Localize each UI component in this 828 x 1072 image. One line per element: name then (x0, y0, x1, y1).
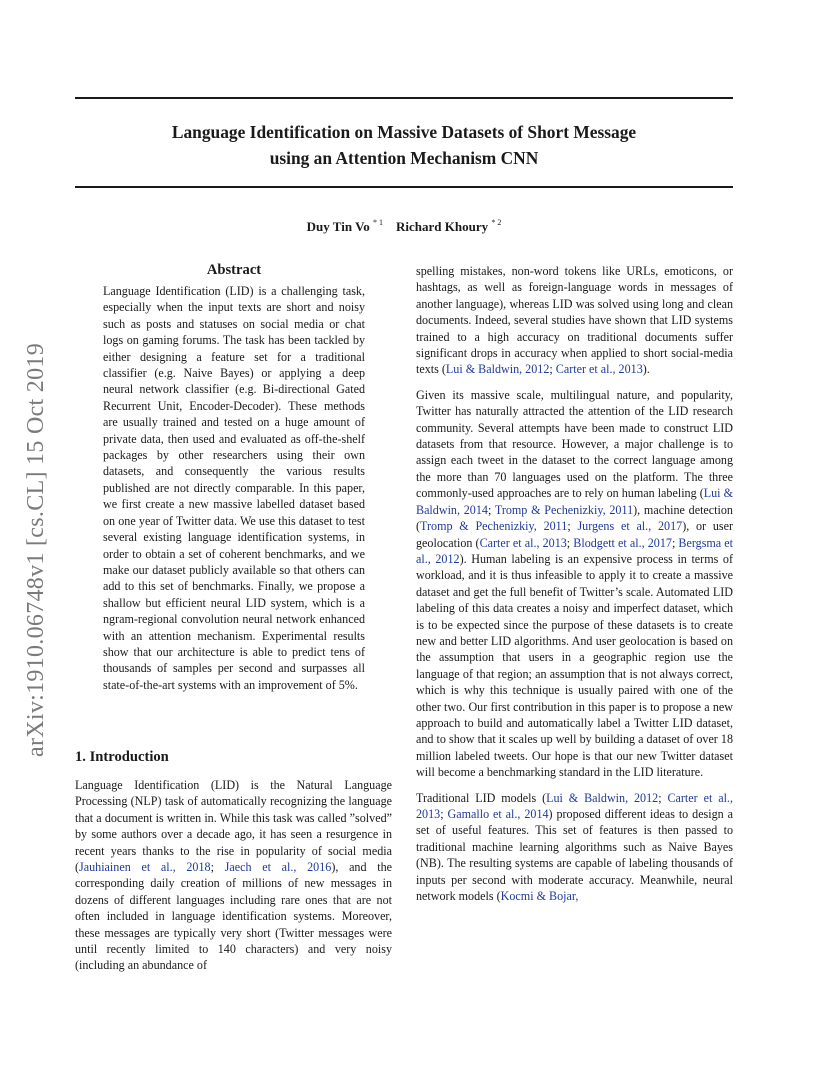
title-line-2: using an Attention Mechanism CNN (269, 148, 539, 168)
affiliation-mark: * 2 (491, 218, 502, 227)
title-top-rule (75, 97, 733, 99)
body-paragraph: Language Identification (LID) is the Natural Language Processing (NLP) task of automatically recognizing the language that a document is written in. While this task was called ”solved” by some authors over a decade ago, it has seen a resurgence in recent years thanks to the rise in popularity of social media (Jauhiainen et al., 2018; Jaech et al., 2016), and the corresponding daily creation of millions of new messages in dozens of different languages including rare ones that are not often included in language identification systems. Moreover, these messages are typically very short (Twitter messages were until recently limited to 140 characters) and very noisy (including an abundance of (75, 778, 393, 973)
abstract-paragraph: Language Identification (LID) is a challenging task, especially when the input texts are short and noisy such as posts and statuses on social media or chat logs on gaming forums. The task has been tackled by either designing a feature set for a traditional classifier (e.g. Naive Bayes) or applying a deep neural network classifier (e.g. Bi-directional Gated Recurrent Unit, Encoder-Decoder). These methods are usually trained and tested on a huge amount of private data, then used and evaluated as off-the-shelf packages by other researchers using their own datasets, and consequently the various results published are not directly comparable. In this paper, we first create a new massive labelled dataset based on one year of Twitter data. We use this dataset to test several existing language identification systems, in order to obtain a set of coherent benchmarks, and we make our dataset publicly available so that others can add to this set of benchmarks. Finally, we propose a shallow but efficient neural LID system, which is a ngram-regional convolution neural network enhanced with an attention mechanism. Experimental results show that our architecture is able to predict tens of thousands of samples per second and surpasses all state-of-the-art systems with an improvement of 5%. (103, 284, 365, 692)
citation-link[interactable]: Lui & Baldwin, 2012 (445, 362, 550, 377)
citation-link[interactable]: Carter et al., 2013 (416, 790, 733, 821)
citation-link[interactable]: Jurgens et al., 2017 (577, 519, 683, 534)
citation-link[interactable]: Lui & Baldwin, 2012 (546, 790, 659, 805)
citation-link[interactable]: Tromp & Pechenizkiy, 2011 (494, 502, 634, 517)
citation-link[interactable]: Bergsma et al., 2012 (416, 535, 734, 566)
title-bottom-rule (75, 186, 733, 188)
author-name: Richard Khoury (396, 219, 489, 234)
citation-link[interactable]: Kocmi & Bojar, (500, 889, 579, 904)
abstract-body (103, 283, 365, 693)
citation-link[interactable]: Tromp & Pechenizkiy, 2011 (420, 519, 568, 534)
right-column-body (416, 263, 733, 913)
citation-link[interactable]: Carter et al., 2013 (555, 362, 643, 377)
citation-link[interactable]: Jaech et al., 2016 (224, 860, 332, 875)
paper-title (75, 119, 733, 171)
body-paragraph: spelling mistakes, non-word tokens like URLs, emoticons, or hashtags, as well as foreign-language words in messages of another language), whereas LID was solved using long and clean documents. Indeed, several studies have shown that LID systems trained to a high accuracy on traditional documents suffer significant drops in accuracy when applied to short social-media texts (Lui & Baldwin, 2012; Carter et al., 2013). (416, 264, 733, 377)
title-line-1: Language Identification on Massive Datasets of Short Message (171, 122, 637, 142)
citation-link[interactable]: Blodgett et al., 2017 (573, 535, 672, 550)
citation-link[interactable]: Gamallo et al., 2014 (447, 807, 549, 821)
author-name: Duy Tin Vo (306, 219, 370, 234)
body-paragraph: Given its massive scale, multilingual nature, and popularity, Twitter has naturally attracted the attention of the LID research community. Several attempts have been made to construct LID datasets from that resource. However, a major challenge is to assign each tweet in the dataset to the correct language among the more than 70 languages used on the platform. The three commonly-used approaches are to rely on human labeling (Lui & Baldwin, 2014; Tromp & Pechenizkiy, 2011), machine detection (Tromp & Pechenizkiy, 2011; Jurgens et al., 2017), or user geolocation (Carter et al., 2013; Blodgett et al., 2017; Bergsma et al., 2012). Human labeling is an expensive process in terms of workload, and it is thus infeasible to apply it to create a massive dataset and get the full benefit of Twitter’s scale. Automated LID labeling of this data creates a noisy and imperfect dataset, which is to be expected since the purpose of these datasets is to create new and better LID algorithms. And user geolocation is based on the assumption that users in a geographic region use the language of that region; an assumption that is not always correct, which is why this technique is usually paired with one of the other two. Our first contribution in this paper is to propose a new approach to build and automatically label a Twitter LID dataset, and to show that it scales up well by building a dataset of over 18 million labeled tweets. Our hope is that our new Twitter dataset will become a benchmarking standard in the LID literature. (416, 387, 734, 780)
section-heading-introduction: 1. Introduction (75, 749, 169, 765)
citation-link[interactable]: Jauhiainen et al., 2018 (79, 860, 211, 875)
author-list (75, 213, 733, 237)
body-paragraph: Traditional LID models (Lui & Baldwin, 2012; Carter et al., 2013; Gamallo et al., 2014) proposed different ideas to design a set of useful features. This set of features is then passed to traditional machine learning algorithms such as Naive Bayes (NB). The resulting systems are capable of labeling thousands of inputs per second with moderate accuracy. Meanwhile, neural network models (Kocmi & Bojar, (416, 790, 733, 904)
left-column-body (75, 777, 392, 974)
citation-link[interactable]: Lui & Baldwin, 2014 (416, 486, 733, 517)
citation-link[interactable]: Carter et al., 2013 (479, 535, 567, 550)
arxiv-identifier: arXiv:1910.06748v1 [cs.CL] 15 Oct 2019 (23, 342, 49, 757)
affiliation-mark: * 1 (373, 218, 384, 227)
abstract-heading: Abstract (206, 262, 262, 278)
